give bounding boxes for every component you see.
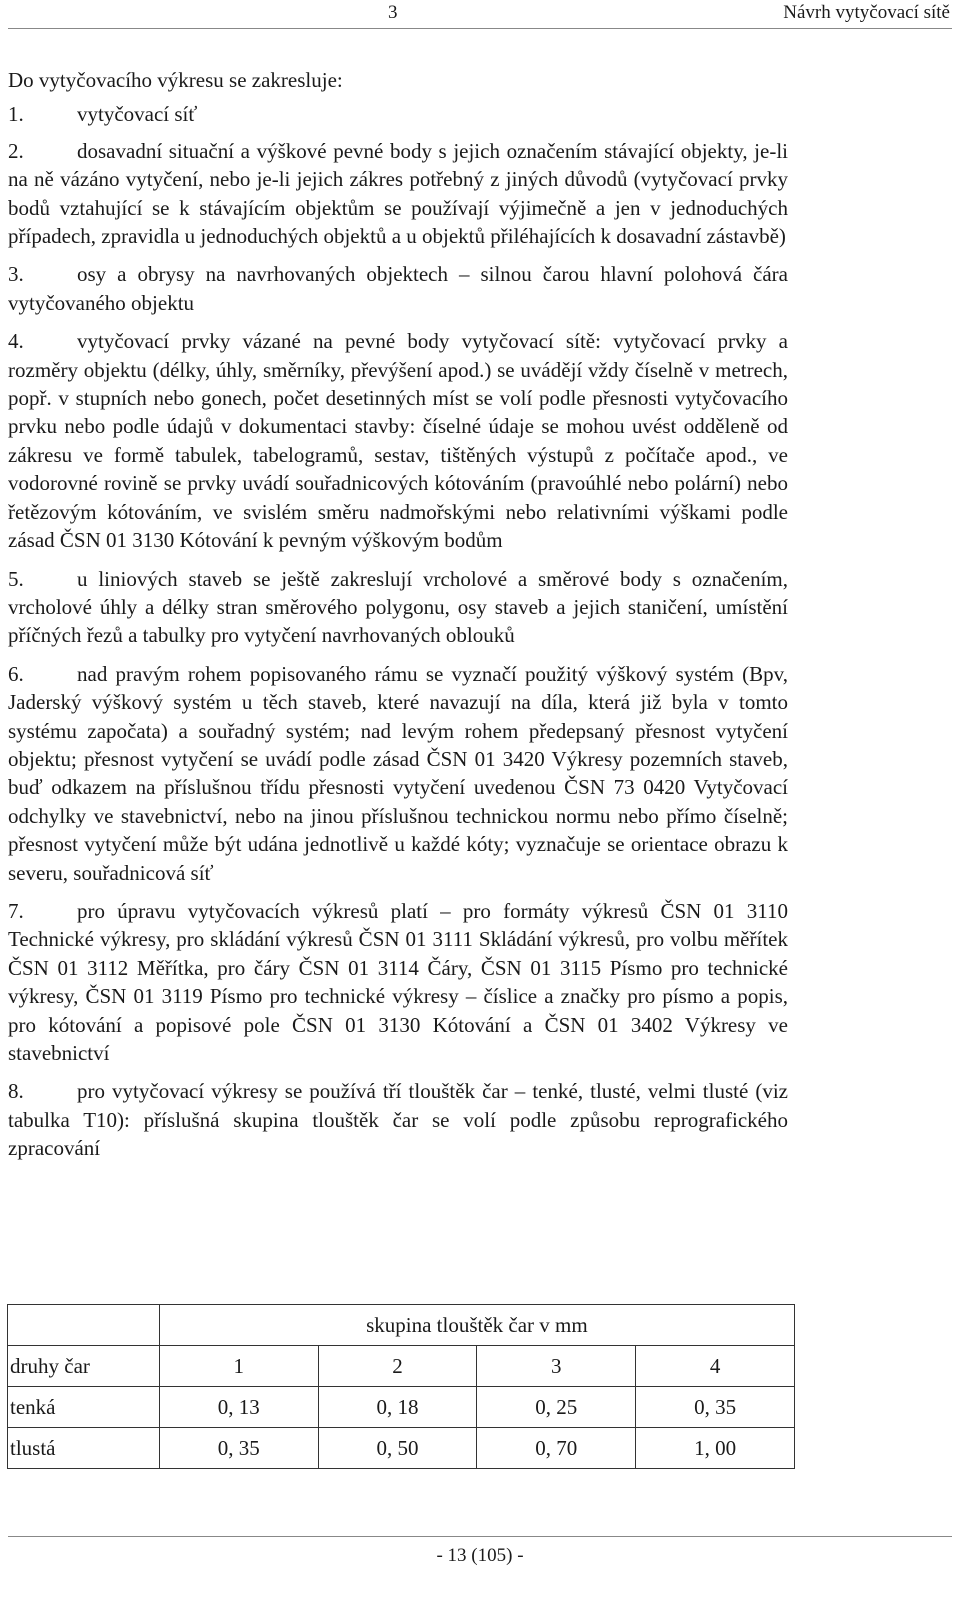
table-cell: 1, 00	[636, 1428, 795, 1469]
item-number: 2.	[8, 138, 24, 163]
table-cell: 0, 50	[318, 1428, 477, 1469]
group-number-cell: 1	[159, 1346, 318, 1387]
list-item	[8, 1077, 788, 1162]
page-footer	[8, 1536, 952, 1597]
list-item	[8, 100, 788, 128]
item-text: pro vytyčovací výkresy se používá tří tlouštěk čar – tenké, tlusté, velmi tlusté (viz tabulka T10): příslušná skupina tlouštěk čar se volí podle způsobu reprografického zpracování	[8, 1079, 788, 1161]
item-number: 3.	[8, 262, 24, 287]
table-cell: 0, 18	[318, 1387, 477, 1428]
item-number: 5.	[8, 566, 24, 591]
list-item	[8, 660, 788, 887]
item-text: u liniových staveb se ještě zakreslují vrcholové a směrové body s označením, vrcholové úhly a délky stran směrového polygonu, osy staveb a jejich staničení, umístění příčných řezů a tabulky pro vytyčení navrhovaných oblouků	[8, 566, 788, 648]
table-row	[8, 1428, 795, 1469]
table-cell: 0, 70	[477, 1428, 636, 1469]
item-number: 7.	[8, 898, 24, 923]
page-header	[8, 0, 952, 29]
item-text: dosavadní situační a výškové pevné body s jejich označením stávající objekty, je-li na ně vázáno vytyčení, nebo je-li jejich zákres potřebný z jiných důvodů (vytyčovací prvky bodů vztahující se k stávajícím objektům se používají výjimečně a jen v jednoduchých případech, zpravidla u jednoduchých objektů a u objektů přiléhajících k dosavadní zástavbě)	[8, 138, 788, 249]
table-row	[8, 1387, 795, 1428]
list-item	[8, 260, 788, 317]
group-number-cell: 2	[318, 1346, 477, 1387]
item-text: vytyčovací prvky vázané na pevné body vytyčovací sítě: vytyčovací prvky a rozměry objektu (délky, úhly, směrníky, převýšení apod.) se uvádějí vždy číselně v metrech, popř. v stupních nebo gonech, počet desetinných míst se volí podle přesnosti vytyčovacího prvku nebo podle údajů v dokumentaci stavby: číselné údaje se mohou uvést odděleně od zákresu ve formě tabulek, tabelogramů, sestav, tištěných výstupů z počítače apod., ve vodorovné rovině se prvky uvádí souřadnicových kótováním (pravoúhlé nebo polární) nebo řetězovým kótováním, ve svislém směru nadmořskými nebo relativními výškami podle zásad ČSN 01 3130 Kótování k pevným výškovým bodům	[8, 329, 788, 553]
line-thickness-table	[7, 1304, 795, 1469]
item-number: 8.	[8, 1079, 24, 1104]
row-label-cell: tenká	[8, 1387, 160, 1428]
item-number: 4.	[8, 329, 24, 354]
item-number: 6.	[8, 661, 24, 686]
item-text: nad pravým rohem popisovaného rámu se vyznačí použitý výškový systém (Bpv, Jaderský výškový systém u těch staveb, které navazují na díla, která již byla v tomto systému započata) a souřadný systém; nad levým rohem předepsaný přesnost vytyčení objektu; přesnost vytyčení se uvádí podle zásad ČSN 01 3420 Výkresy pozemních staveb, buď odkazem na příslušnou třídu přesnosti vytyčení uvedenou ČSN 73 0420 Vytyčovací odchylky ve stavebnictví, nebo na jinou příslušnou technickou normu nebo přímo číselně; přesnost vytyčení může být udána jednotlivě u každé kóty; vyznačuje se orientace obrazu k severu, souřadnicová síť	[8, 661, 788, 885]
item-number: 1.	[8, 102, 24, 127]
document-body	[8, 66, 788, 1173]
table-row	[8, 1346, 795, 1387]
item-text: vytyčovací síť	[77, 102, 198, 127]
list-item	[8, 327, 788, 554]
table-corner-cell	[8, 1305, 160, 1346]
intro-text: Do vytyčovacího výkresu se zakresluje:	[8, 68, 343, 92]
group-number-cell: 3	[477, 1346, 636, 1387]
table-cell: 0, 35	[159, 1428, 318, 1469]
row-label-cell: tlustá	[8, 1428, 160, 1469]
header-title: Návrh vytyčovací sítě	[783, 2, 950, 23]
list-item	[8, 565, 788, 650]
table-cell: 0, 25	[477, 1387, 636, 1428]
table-cell: 0, 13	[159, 1387, 318, 1428]
group-number-cell: 4	[636, 1346, 795, 1387]
group-header-cell: skupina tlouštěk čar v mm	[159, 1305, 794, 1346]
row-label-cell: druhy čar	[8, 1346, 160, 1387]
list-item	[8, 137, 788, 251]
list-item	[8, 897, 788, 1067]
item-text: pro úpravu vytyčovacích výkresů platí – pro formáty výkresů ČSN 01 3110 Technické výkresy, pro skládání výkresů ČSN 01 3111 Skládání výkresů, pro volbu měřítek ČSN 01 3112 Měřítka, pro čáry ČSN 01 3114 Čáry, ČSN 01 3115 Písmo pro technické výkresy, ČSN 01 3119 Písmo pro technické výkresy – číslice a značky pro písmo a popis, pro kótování a popisové pole ČSN 01 3130 Kótování a ČSN 01 3402 Výkresy ve stavebnictví	[8, 898, 788, 1065]
table-cell: 0, 35	[636, 1387, 795, 1428]
item-text: osy a obrysy na navrhovaných objektech – silnou čarou hlavní polohová čára vytyčovaného objektu	[8, 262, 788, 315]
header-page-number: 3	[388, 2, 398, 23]
table-header-row	[8, 1305, 795, 1346]
footer-page-number: - 13 (105) -	[436, 1545, 524, 1566]
